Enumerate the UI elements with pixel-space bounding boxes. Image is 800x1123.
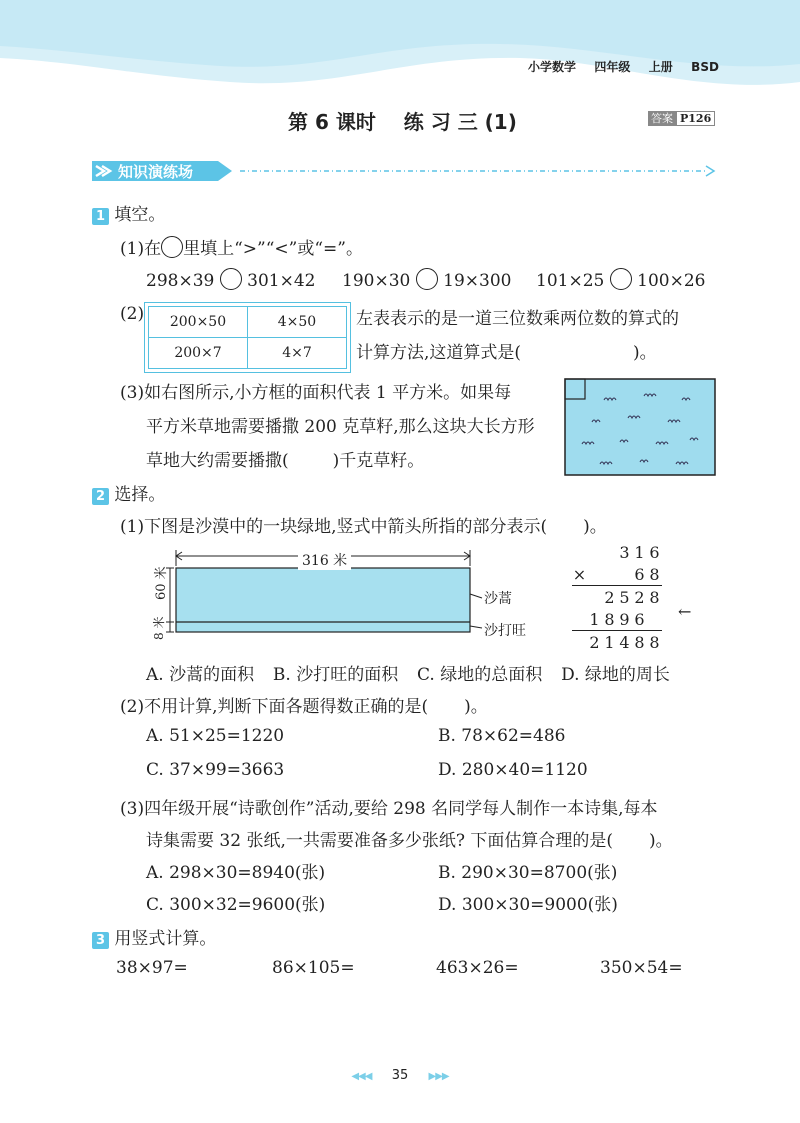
option-c[interactable]: C. 绿地的总面积 bbox=[417, 665, 543, 685]
option-b[interactable]: B. 沙打旺的面积 bbox=[272, 665, 399, 685]
digit: 3 bbox=[619, 542, 630, 562]
compare-circle-input[interactable] bbox=[220, 268, 242, 290]
section-divider bbox=[240, 164, 716, 178]
option-a[interactable]: A. 沙蒿的面积 bbox=[146, 665, 255, 685]
q2-part2-stem bbox=[120, 692, 488, 717]
label-shadawang: 沙打旺 bbox=[484, 623, 526, 639]
q1-p1-suffix: 里填上“>”“<”或“=”。 bbox=[183, 239, 363, 259]
q1-part2-line2 bbox=[356, 338, 657, 363]
calc-cell: 200×7 bbox=[149, 338, 248, 369]
q1-part3-line2: 平方米草地需要播撒 200 克草籽,那么这块大长方形 bbox=[146, 417, 535, 437]
calc-cell: 200×50 bbox=[149, 307, 248, 338]
compare-left: 298×39 bbox=[146, 271, 215, 291]
q2-p2-end: )。 bbox=[464, 697, 488, 717]
lesson-number: 第 6 课时 bbox=[288, 110, 376, 134]
compare-1 bbox=[146, 268, 315, 291]
q2-part3-line1: (3)四年级开展“诗歌创作”活动,要给 298 名同学每人制作一本诗集,每本 bbox=[120, 799, 658, 819]
vertical-calc-item[interactable]: 38×97= bbox=[116, 958, 188, 978]
strip-label: 8 米 bbox=[152, 616, 166, 640]
compare-3 bbox=[536, 268, 705, 291]
q1-part3-line3 bbox=[146, 446, 424, 471]
option-b[interactable]: B. 290×30=8700(张) bbox=[438, 863, 618, 883]
page-title bbox=[288, 106, 517, 135]
digit: 6 bbox=[649, 542, 660, 562]
q1-heading bbox=[92, 200, 165, 225]
digit: 4 bbox=[619, 632, 630, 652]
digit: 2 bbox=[604, 587, 615, 607]
q1-p2-text: 计算方法,这道算式是( bbox=[356, 343, 522, 363]
q2-title: 选择。 bbox=[114, 485, 166, 505]
digit: 1 bbox=[589, 609, 600, 629]
q2-p1-end: )。 bbox=[583, 517, 607, 537]
q1-title: 填空。 bbox=[114, 205, 166, 225]
answer-label: 答案 bbox=[648, 111, 676, 126]
next-page-icon[interactable]: ▶▶▶ bbox=[428, 1071, 449, 1082]
digit: 8 bbox=[604, 609, 615, 629]
header-info bbox=[528, 58, 719, 75]
calc-table bbox=[148, 306, 347, 369]
option-c[interactable]: C. 300×32=9600(张) bbox=[146, 895, 326, 915]
grass-field-figure bbox=[564, 378, 716, 476]
digit: 9 bbox=[619, 609, 630, 629]
q1-p3-text: 草地大约需要播撒( bbox=[146, 451, 289, 471]
digit: 8 bbox=[649, 564, 660, 584]
q1-part2-line1: 左表表示的是一道三位数乘两位数的算式的 bbox=[356, 309, 679, 329]
q3-number: 3 bbox=[92, 932, 109, 949]
multiply-sign: × bbox=[572, 564, 587, 584]
option-d[interactable]: D. 280×40=1120 bbox=[438, 760, 588, 780]
answer-reference[interactable] bbox=[648, 110, 715, 126]
digit: 5 bbox=[619, 587, 630, 607]
header-volume: 上册 bbox=[648, 60, 673, 74]
digit: 8 bbox=[649, 632, 660, 652]
q2-p1-text: (1)下图是沙漠中的一块绿地,竖式中箭头所指的部分表示( bbox=[120, 517, 548, 537]
digit: 2 bbox=[589, 632, 600, 652]
header-wave bbox=[0, 0, 800, 95]
calc-table-frame bbox=[144, 302, 351, 373]
q2-p3-text: 诗集需要 32 张纸,一共需要准备多少张纸? 下面估算合理的是( bbox=[146, 831, 613, 851]
vertical-calc-item[interactable]: 86×105= bbox=[272, 958, 355, 978]
pointer-arrow-icon: ← bbox=[678, 602, 692, 621]
section-label: 知识演练场 bbox=[118, 163, 194, 181]
q2-part3-line2 bbox=[146, 826, 673, 851]
option-d[interactable]: D. 绿地的周长 bbox=[561, 665, 670, 685]
q1-part2-label: (2) bbox=[120, 304, 145, 324]
digit: 6 bbox=[634, 564, 645, 584]
q1-number: 1 bbox=[92, 208, 109, 225]
option-c[interactable]: C. 37×99=3663 bbox=[146, 760, 285, 780]
q3-title: 用竖式计算。 bbox=[114, 929, 217, 949]
header-subject: 小学数学 bbox=[528, 60, 577, 74]
q1-part3-line1: (3)如右图所示,小方框的面积代表 1 平方米。如果每 bbox=[120, 383, 512, 403]
option-d[interactable]: D. 300×30=9000(张) bbox=[438, 895, 618, 915]
q2-p2-text: (2)不用计算,判断下面各题得数正确的是( bbox=[120, 697, 429, 717]
q3-heading bbox=[92, 924, 216, 949]
compare-right: 301×42 bbox=[247, 271, 316, 291]
compare-right: 19×300 bbox=[443, 271, 512, 291]
prev-page-icon[interactable]: ◀◀◀ bbox=[351, 1071, 372, 1082]
lesson-name: 练 习 三 (1) bbox=[403, 110, 517, 134]
q1-part1-instruction bbox=[120, 234, 363, 259]
calc-cell: 4×50 bbox=[248, 307, 347, 338]
digit: 6 bbox=[634, 609, 645, 629]
answer-page: P126 bbox=[676, 111, 715, 126]
header-edition: BSD bbox=[691, 60, 719, 74]
compare-circle-input[interactable] bbox=[610, 268, 632, 290]
q2-heading bbox=[92, 480, 165, 505]
q2-part1-options bbox=[146, 660, 670, 685]
q1-p2-end: )。 bbox=[633, 343, 657, 363]
option-a[interactable]: A. 51×25=1220 bbox=[146, 726, 285, 746]
digit: 8 bbox=[649, 587, 660, 607]
q2-part1-stem bbox=[120, 512, 607, 537]
digit: 1 bbox=[634, 542, 645, 562]
compare-2 bbox=[342, 268, 511, 291]
page-number: 35 bbox=[391, 1068, 409, 1083]
compare-left: 190×30 bbox=[342, 271, 411, 291]
digit: 1 bbox=[604, 632, 615, 652]
footer bbox=[0, 1068, 800, 1083]
calc-cell: 4×7 bbox=[248, 338, 347, 369]
q2-number: 2 bbox=[92, 488, 109, 505]
label-shahao: 沙蒿 bbox=[484, 591, 512, 607]
height-label: 60 米 bbox=[154, 566, 169, 600]
option-b[interactable]: B. 78×62=486 bbox=[438, 726, 566, 746]
compare-left: 101×25 bbox=[536, 271, 605, 291]
blank-circle-example bbox=[161, 236, 183, 258]
section-banner bbox=[92, 158, 242, 188]
digit: 2 bbox=[634, 587, 645, 607]
digit: 8 bbox=[634, 632, 645, 652]
header-grade: 四年级 bbox=[594, 60, 631, 74]
compare-right: 100×26 bbox=[637, 271, 706, 291]
width-label: 316 米 bbox=[298, 550, 351, 570]
q1-p1-prefix: (1)在 bbox=[120, 239, 162, 259]
vertical-multiplication bbox=[572, 541, 662, 653]
option-a[interactable]: A. 298×30=8940(张) bbox=[146, 863, 326, 883]
vertical-calc-item[interactable]: 463×26= bbox=[436, 958, 519, 978]
q1-p3-end: )千克草籽。 bbox=[332, 451, 425, 471]
compare-circle-input[interactable] bbox=[416, 268, 438, 290]
vertical-calc-item[interactable]: 350×54= bbox=[600, 958, 683, 978]
q2-p3-end: )。 bbox=[649, 831, 673, 851]
